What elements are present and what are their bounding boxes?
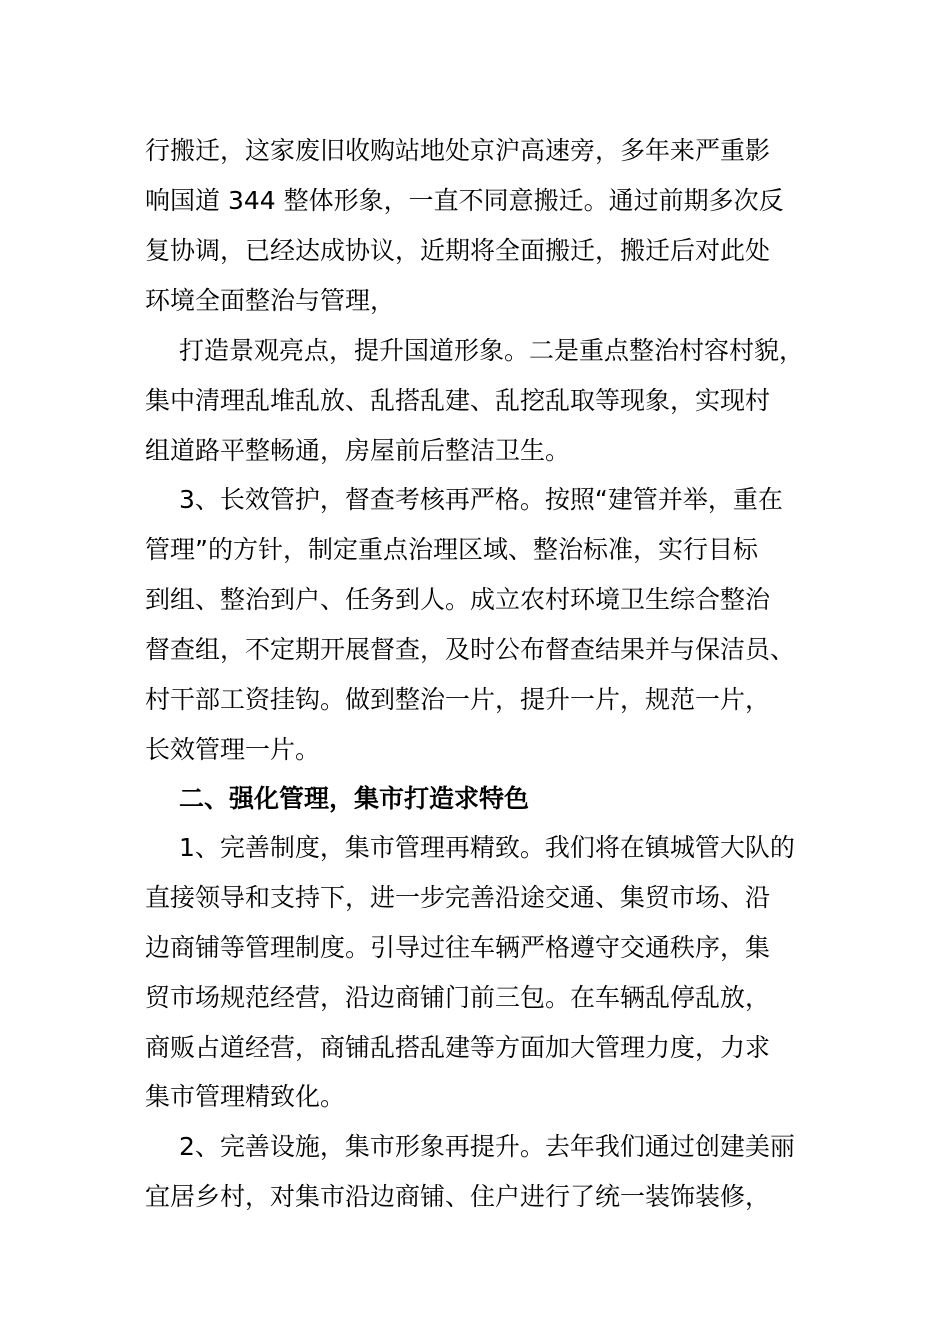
paragraph-line: 到组、整治到户、任务到人。成立农村环境卫生综合整治 — [145, 585, 771, 614]
paragraph-line: 宜居乡村，对集市沿边商铺、住户进行了统一装饰装修， — [145, 1182, 771, 1211]
paragraph-line: 商贩占道经营，商铺乱搭乱建等方面加大管理力度，力求 — [145, 1033, 771, 1062]
paragraph-line: 打造景观亮点，提升国道形象。二是重点整治村容村貌， — [179, 336, 805, 365]
paragraph-line: 环境全面整治与管理， — [145, 286, 396, 315]
paragraph-line: 3、长效管护，督查考核再严格。按照“建管并举，重在 — [179, 485, 783, 514]
paragraph-line: 行搬迁，这家废旧收购站地处京沪高速旁，多年来严重影 — [145, 136, 771, 165]
paragraph-line: 复协调，已经达成协议，近期将全面搬迁，搬迁后对此处 — [145, 236, 771, 265]
paragraph-line: 管理”的方针，制定重点治理区域、整治标准，实行目标 — [145, 535, 758, 564]
paragraph-line: 响国道 344 整体形象，一直不同意搬迁。通过前期多次反 — [145, 186, 784, 215]
paragraph-line: 集中清理乱堆乱放、乱搭乱建、乱挖乱取等现象，实现村 — [145, 386, 771, 415]
paragraph-line: 2、完善设施，集市形象再提升。去年我们通过创建美丽 — [179, 1132, 795, 1161]
paragraph-line: 组道路平整畅通，房屋前后整洁卫生。 — [145, 436, 571, 465]
paragraph-line: 贸市场规范经营，沿边商铺门前三包。在车辆乱停乱放， — [145, 983, 771, 1012]
paragraph-line: 直接领导和支持下，进一步完善沿途交通、集贸市场、沿 — [145, 883, 771, 912]
section-heading: 二、强化管理，集市打造求特色 — [179, 784, 530, 813]
paragraph-line: 1、完善制度，集市管理再精致。我们将在镇城管大队的 — [179, 833, 795, 862]
paragraph-line: 长效管理一片。 — [145, 735, 321, 764]
paragraph-line: 边商铺等管理制度。引导过往车辆严格遵守交通秩序，集 — [145, 933, 771, 962]
paragraph-line: 集市管理精致化。 — [145, 1082, 346, 1111]
paragraph-line: 督查组，不定期开展督查，及时公布督查结果并与保洁员、 — [145, 635, 796, 664]
paragraph-line: 村干部工资挂钩。做到整治一片，提升一片，规范一片， — [145, 685, 771, 714]
